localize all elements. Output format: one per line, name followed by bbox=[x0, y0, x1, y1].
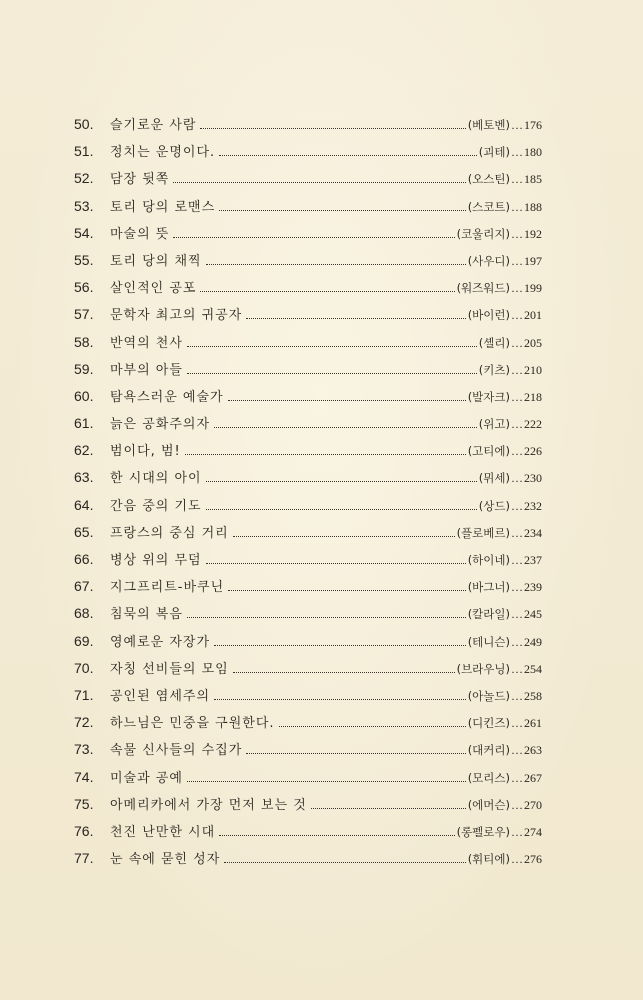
entry-title: 슬기로운 사람 bbox=[110, 118, 197, 133]
entry-author: (사우디) bbox=[467, 253, 510, 268]
entry-page-number: 254 bbox=[524, 661, 542, 676]
entry-author: (플로베르) bbox=[456, 525, 510, 540]
toc-entry bbox=[74, 250, 542, 277]
entry-page-number: 201 bbox=[524, 308, 542, 323]
entry-page-number: 218 bbox=[524, 389, 542, 404]
entry-author: (셸리) bbox=[478, 335, 510, 350]
entry-number: 69. bbox=[74, 632, 94, 649]
page-leader: … bbox=[511, 253, 523, 268]
entry-title: 프랑스의 중심 거리 bbox=[110, 525, 229, 541]
entry-title: 아메리카에서 가장 먼저 보는 것 bbox=[110, 797, 307, 813]
entry-number: 59. bbox=[74, 360, 94, 377]
toc-entry bbox=[74, 114, 542, 141]
dot-leader bbox=[206, 509, 477, 510]
page-leader: … bbox=[511, 770, 523, 785]
dot-leader bbox=[233, 672, 455, 673]
entry-author: (디킨즈) bbox=[467, 716, 510, 731]
dot-leader bbox=[311, 808, 466, 809]
entry-author: (바그너) bbox=[467, 580, 510, 595]
entry-number: 71. bbox=[74, 686, 94, 703]
toc-entry bbox=[74, 413, 542, 440]
page-leader: … bbox=[511, 172, 523, 187]
toc-entry bbox=[74, 576, 542, 603]
dot-leader bbox=[219, 835, 454, 836]
entry-number: 54. bbox=[74, 224, 94, 241]
page-leader: … bbox=[511, 824, 523, 839]
dot-leader bbox=[246, 318, 465, 319]
entry-page-number: 230 bbox=[524, 471, 542, 486]
toc-entry bbox=[74, 739, 542, 766]
entry-number: 70. bbox=[74, 659, 94, 676]
dot-leader bbox=[219, 155, 477, 156]
dot-leader bbox=[228, 400, 466, 401]
dot-leader bbox=[224, 862, 465, 863]
entry-title: 탐욕스러운 예술가 bbox=[110, 389, 224, 405]
toc-entry bbox=[74, 277, 542, 304]
entry-title: 눈 속에 묻힌 성자 bbox=[110, 852, 221, 868]
toc-entry bbox=[74, 658, 542, 685]
toc-entry bbox=[74, 712, 542, 739]
entry-page-number: 222 bbox=[524, 417, 542, 432]
entry-title: 간음 중의 기도 bbox=[110, 498, 202, 514]
toc-entry bbox=[74, 495, 542, 522]
table-of-contents bbox=[74, 114, 542, 875]
entry-number: 58. bbox=[74, 333, 94, 350]
toc-entry bbox=[74, 304, 542, 331]
toc-entry bbox=[74, 332, 542, 359]
entry-number: 65. bbox=[74, 523, 94, 540]
toc-entry bbox=[74, 440, 542, 467]
entry-title: 미술과 공예 bbox=[110, 770, 183, 786]
entry-number: 55. bbox=[74, 251, 94, 268]
entry-author: (괴테) bbox=[478, 145, 510, 160]
entry-author: (휘티에) bbox=[467, 852, 510, 867]
entry-title: 지그프리트-바쿠닌 bbox=[110, 580, 225, 596]
entry-title: 마부의 아들 bbox=[110, 362, 183, 378]
page-leader: … bbox=[511, 118, 523, 132]
entry-author: (베토벤) bbox=[467, 118, 510, 132]
entry-number: 72. bbox=[74, 714, 94, 731]
page-leader: … bbox=[511, 607, 523, 622]
page-leader: … bbox=[511, 281, 523, 296]
dot-leader bbox=[206, 481, 477, 482]
entry-page-number: 237 bbox=[524, 553, 542, 567]
entry-number: 64. bbox=[74, 496, 94, 513]
entry-number: 67. bbox=[74, 578, 94, 595]
dot-leader bbox=[173, 237, 454, 238]
toc-entry bbox=[74, 549, 542, 576]
dot-leader bbox=[214, 427, 477, 428]
entry-page-number: 210 bbox=[524, 362, 542, 377]
entry-title: 담장 뒷쪽 bbox=[110, 172, 170, 188]
page-leader: … bbox=[511, 553, 523, 567]
toc-entry bbox=[74, 467, 542, 494]
dot-leader bbox=[228, 590, 466, 591]
toc-entry bbox=[74, 685, 542, 712]
toc-entry bbox=[74, 767, 542, 794]
entry-number: 73. bbox=[74, 741, 94, 758]
entry-author: (상드) bbox=[478, 498, 510, 513]
toc-entry bbox=[74, 386, 542, 413]
entry-number: 68. bbox=[74, 605, 94, 622]
dot-leader bbox=[206, 264, 466, 265]
page-leader: … bbox=[511, 226, 523, 241]
toc-entry bbox=[74, 603, 542, 630]
entry-title: 토리 당의 로맨스 bbox=[110, 199, 216, 215]
entry-page-number: 270 bbox=[524, 797, 542, 812]
entry-page-number: 234 bbox=[524, 525, 542, 540]
entry-page-number: 249 bbox=[524, 634, 542, 649]
entry-page-number: 180 bbox=[524, 145, 542, 160]
entry-number: 57. bbox=[74, 306, 94, 323]
entry-author: (발자크) bbox=[467, 389, 510, 404]
entry-title: 반역의 천사 bbox=[110, 335, 183, 351]
entry-author: (에머슨) bbox=[467, 797, 510, 812]
dot-leader bbox=[219, 210, 466, 211]
entry-page-number: 267 bbox=[524, 770, 542, 785]
toc-entry bbox=[74, 522, 542, 549]
entry-title: 영예로운 자장가 bbox=[110, 634, 211, 650]
page-leader: … bbox=[511, 362, 523, 377]
entry-title: 한 시대의 아이 bbox=[110, 471, 202, 487]
page-leader: … bbox=[511, 498, 523, 513]
entry-number: 75. bbox=[74, 795, 94, 812]
dot-leader bbox=[200, 291, 454, 292]
dot-leader bbox=[200, 128, 465, 129]
toc-entry bbox=[74, 168, 542, 195]
toc-entry bbox=[74, 631, 542, 658]
entry-author: (롱펠로우) bbox=[456, 824, 510, 839]
page-leader: … bbox=[511, 417, 523, 432]
dot-leader bbox=[173, 182, 465, 183]
dot-leader bbox=[214, 699, 466, 700]
dot-leader bbox=[246, 753, 465, 754]
entry-page-number: 239 bbox=[524, 580, 542, 595]
entry-author: (바이런) bbox=[467, 308, 510, 323]
entry-page-number: 261 bbox=[524, 716, 542, 731]
entry-title: 자칭 선비들의 모임 bbox=[110, 661, 229, 677]
entry-author: (키츠) bbox=[478, 362, 510, 377]
entry-page-number: 263 bbox=[524, 743, 542, 758]
entry-page-number: 276 bbox=[524, 852, 542, 867]
entry-title: 공인된 염세주의 bbox=[110, 688, 211, 704]
entry-number: 61. bbox=[74, 415, 94, 432]
page-leader: … bbox=[511, 444, 523, 459]
entry-title: 정치는 운명이다. bbox=[110, 145, 216, 161]
entry-page-number: 205 bbox=[524, 335, 542, 350]
entry-page-number: 245 bbox=[524, 607, 542, 622]
page-leader: … bbox=[511, 797, 523, 812]
page-leader: … bbox=[511, 525, 523, 540]
entry-author: (워즈워드) bbox=[456, 281, 510, 296]
dot-leader bbox=[206, 563, 466, 564]
entry-number: 53. bbox=[74, 197, 94, 214]
entry-page-number: 199 bbox=[524, 281, 542, 296]
entry-author: (코울리지) bbox=[456, 226, 510, 241]
entry-number: 66. bbox=[74, 551, 94, 567]
dot-leader bbox=[185, 454, 466, 455]
page-leader: … bbox=[511, 335, 523, 350]
entry-title: 병상 위의 무덤 bbox=[110, 553, 202, 568]
entry-title: 마술의 뜻 bbox=[110, 226, 170, 242]
entry-author: (아놀드) bbox=[467, 688, 510, 703]
toc-entry bbox=[74, 223, 542, 250]
page-leader: … bbox=[511, 743, 523, 758]
entry-author: (뮈세) bbox=[478, 471, 510, 486]
entry-author: (위고) bbox=[478, 417, 510, 432]
entry-page-number: 188 bbox=[524, 199, 542, 214]
entry-author: (칼라일) bbox=[467, 607, 510, 622]
entry-title: 늙은 공화주의자 bbox=[110, 417, 211, 433]
toc-entry bbox=[74, 821, 542, 848]
entry-author: (하이네) bbox=[467, 553, 510, 567]
entry-title: 속물 신사들의 수집가 bbox=[110, 743, 243, 759]
page-leader: … bbox=[511, 716, 523, 731]
entry-number: 76. bbox=[74, 822, 94, 839]
entry-title: 천진 난만한 시대 bbox=[110, 824, 216, 840]
toc-entry bbox=[74, 359, 542, 386]
entry-page-number: 226 bbox=[524, 444, 542, 459]
entry-title: 침묵의 복음 bbox=[110, 607, 183, 623]
entry-number: 60. bbox=[74, 387, 94, 404]
entry-title: 범이다, 범! bbox=[110, 444, 181, 460]
dot-leader bbox=[279, 726, 466, 727]
page-leader: … bbox=[511, 389, 523, 404]
page-leader: … bbox=[511, 471, 523, 486]
entry-title: 토리 당의 채찍 bbox=[110, 253, 202, 269]
entry-author: (고티에) bbox=[467, 444, 510, 459]
entry-title: 살인적인 공포 bbox=[110, 281, 197, 297]
toc-entry bbox=[74, 196, 542, 223]
dot-leader bbox=[187, 346, 477, 347]
page-leader: … bbox=[511, 145, 523, 160]
entry-number: 51. bbox=[74, 143, 94, 160]
dot-leader bbox=[187, 373, 477, 374]
entry-author: (오스틴) bbox=[467, 172, 510, 187]
dot-leader bbox=[187, 781, 466, 782]
entry-page-number: 192 bbox=[524, 226, 542, 241]
entry-page-number: 185 bbox=[524, 172, 542, 187]
dot-leader bbox=[214, 645, 466, 646]
entry-page-number: 232 bbox=[524, 498, 542, 513]
entry-page-number: 274 bbox=[524, 824, 542, 839]
entry-number: 62. bbox=[74, 442, 94, 459]
dot-leader bbox=[187, 617, 466, 618]
page-leader: … bbox=[511, 852, 523, 867]
entry-page-number: 176 bbox=[524, 118, 542, 132]
page-leader: … bbox=[511, 688, 523, 703]
entry-title: 하느님은 민중을 구원한다. bbox=[110, 716, 275, 732]
entry-number: 52. bbox=[74, 170, 94, 187]
entry-author: (브라우닝) bbox=[456, 661, 510, 676]
page-leader: … bbox=[511, 580, 523, 595]
page-leader: … bbox=[511, 199, 523, 214]
toc-entry bbox=[74, 794, 542, 821]
page-leader: … bbox=[511, 634, 523, 649]
entry-number: 77. bbox=[74, 850, 94, 867]
entry-author: (대커리) bbox=[467, 743, 510, 758]
page-leader: … bbox=[511, 661, 523, 676]
entry-number: 74. bbox=[74, 768, 94, 785]
page-leader: … bbox=[511, 308, 523, 323]
entry-page-number: 197 bbox=[524, 253, 542, 268]
entry-title: 문학자 최고의 귀공자 bbox=[110, 308, 243, 324]
toc-entry bbox=[74, 848, 542, 875]
entry-author: (모리스) bbox=[467, 770, 510, 785]
dot-leader bbox=[233, 536, 455, 537]
entry-page-number: 258 bbox=[524, 688, 542, 703]
toc-entry bbox=[74, 141, 542, 168]
entry-number: 56. bbox=[74, 279, 94, 296]
entry-author: (테니슨) bbox=[467, 634, 510, 649]
entry-number: 50. bbox=[74, 116, 94, 132]
entry-number: 63. bbox=[74, 469, 94, 486]
entry-author: (스코트) bbox=[467, 199, 510, 214]
